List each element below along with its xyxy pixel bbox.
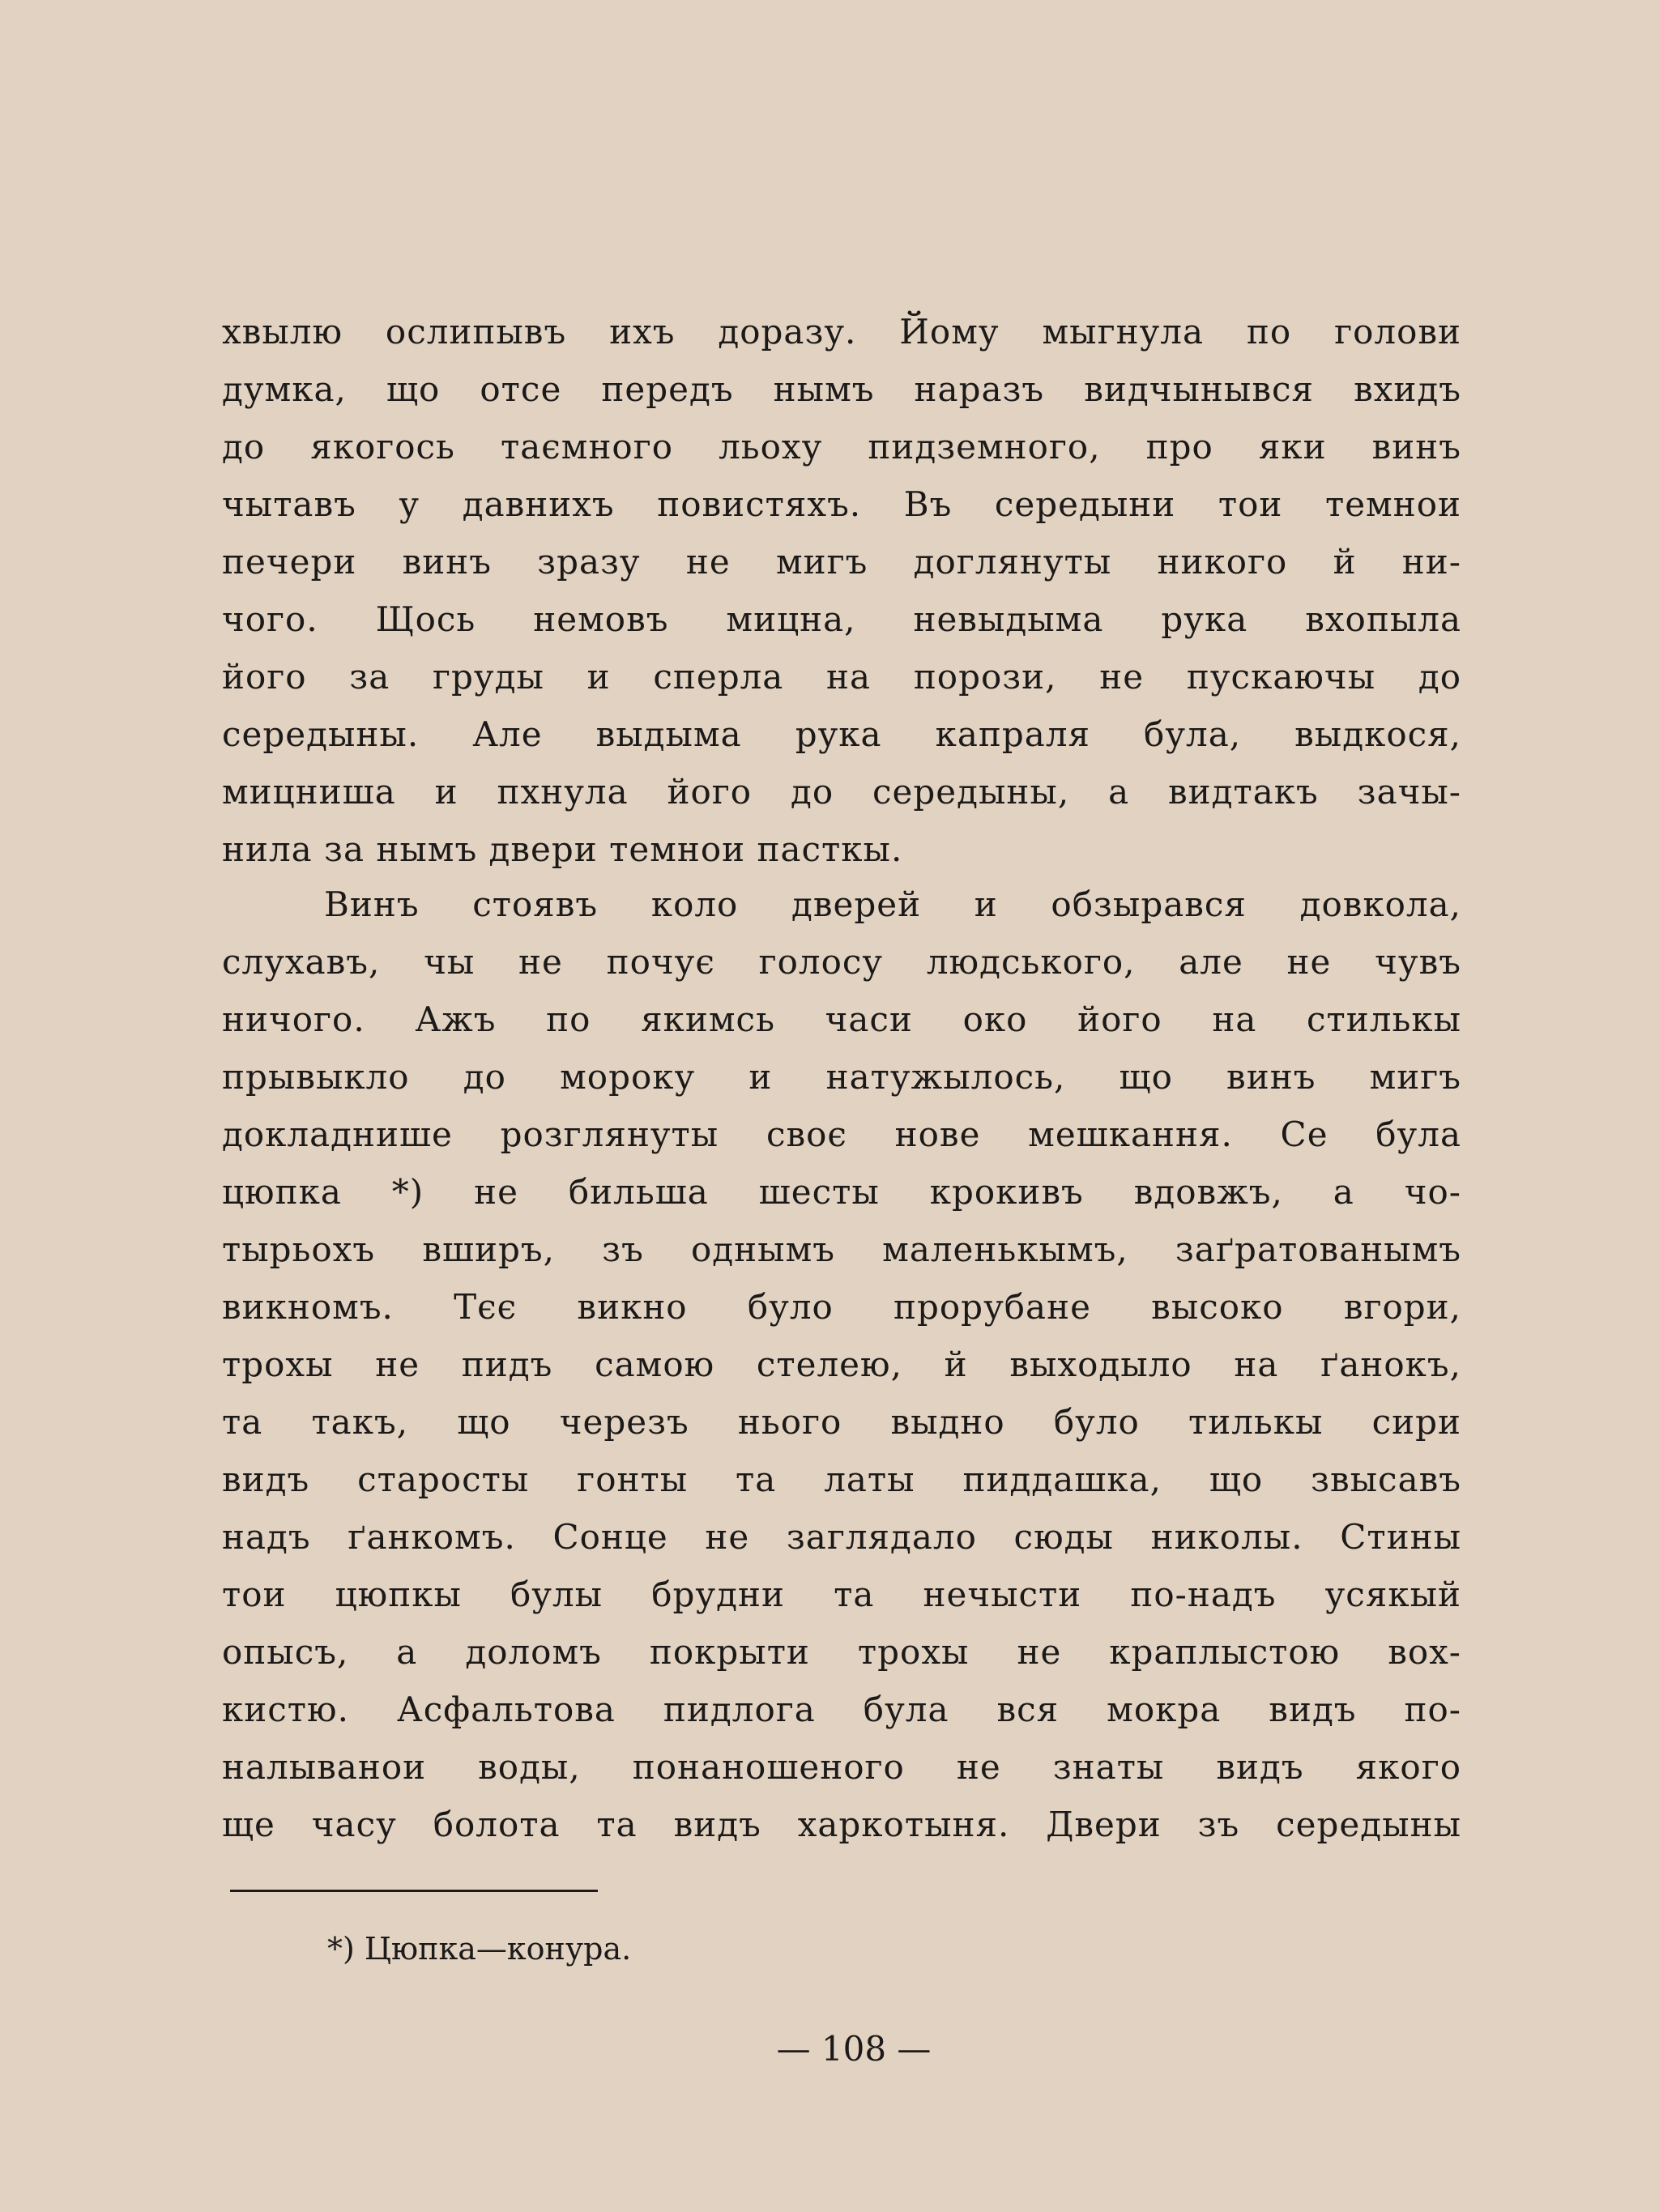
text-line: чытавъ у давнихъ повистяхъ. Въ середыни тои темнои (222, 484, 1461, 524)
text-line: чого. Щось немовъ мицна, невыдыма рука вхопыла (222, 599, 1461, 639)
text-line: кистю. Асфальтова пидлога була вся мокра видъ по- (222, 1690, 1461, 1729)
text-line: та такъ, що черезъ нього выдно було тилькы сири (222, 1402, 1461, 1442)
text-line: видъ старосты гонты та латы пиддашка, що звысавъ (222, 1460, 1461, 1499)
text-line: трохы не пидъ самою стелею, й выходыло на ґанокъ, (222, 1345, 1461, 1384)
text-line: ничого. Ажъ по якимсь часи око його на стилькы (222, 999, 1461, 1039)
text-line: печери винъ зразу не мигъ доглянуты никого й ни- (222, 542, 1461, 582)
text-line: тои цюпкы булы брудни та нечысти по-надъ усякый (222, 1575, 1461, 1614)
text-line: мицниша и пхнула його до середыны, а видтакъ зачы- (222, 772, 1461, 812)
text-line: нила за нымъ двери темнои пасткы. (222, 829, 903, 869)
text-line: опысъ, а доломъ покрыти трохы не краплыстою вох- (222, 1632, 1461, 1672)
text-line: викномъ. Тєє викно було прорубане высоко вгори, (222, 1287, 1461, 1327)
text-line: тырьохъ вширъ, зъ однымъ маленькымъ, заґратованымъ (222, 1230, 1461, 1269)
paragraph-2 (222, 876, 1461, 1853)
text-line: до якогось таємного льоху пидземного, про яки винъ (222, 427, 1461, 467)
footnote: *) Цюпка—конура. (327, 1931, 632, 1967)
text-line: ще часу болота та видъ харкотыня. Двери зъ середыны (222, 1805, 1461, 1844)
paragraph-1 (222, 303, 1461, 878)
footnote-divider (230, 1890, 598, 1892)
text-line: думка, що отсе передъ нымъ наразъ видчынывся вхидъ (222, 369, 1461, 409)
text-line: слухавъ, чы не почує голосу людського, але не чувъ (222, 942, 1461, 982)
text-line: Винъ стоявъ коло дверей и обзырався довкола, (324, 884, 1461, 924)
page-number: — 108 — (776, 2029, 932, 2069)
text-line: середыны. Але выдыма рука капраля була, выдкося, (222, 714, 1461, 754)
text-line: налыванои воды, понаношеного не знаты видъ якого (222, 1747, 1461, 1787)
text-line: прывыкло до мороку и натужылось, що винъ мигъ (222, 1057, 1461, 1097)
text-line: хвылю ослипывъ ихъ доразу. Йому мыгнула по голови (222, 312, 1461, 352)
text-line: надъ ґанкомъ. Сонце не заглядало сюды николы. Стины (222, 1517, 1461, 1557)
text-line: докладнише розглянуты своє нове мешкання. Се була (222, 1115, 1461, 1154)
text-line: цюпка *) не бильша шесты крокивъ вдовжъ, а чо- (222, 1172, 1461, 1212)
text-line: його за груды и сперла на порози, не пускаючы до (222, 657, 1461, 697)
